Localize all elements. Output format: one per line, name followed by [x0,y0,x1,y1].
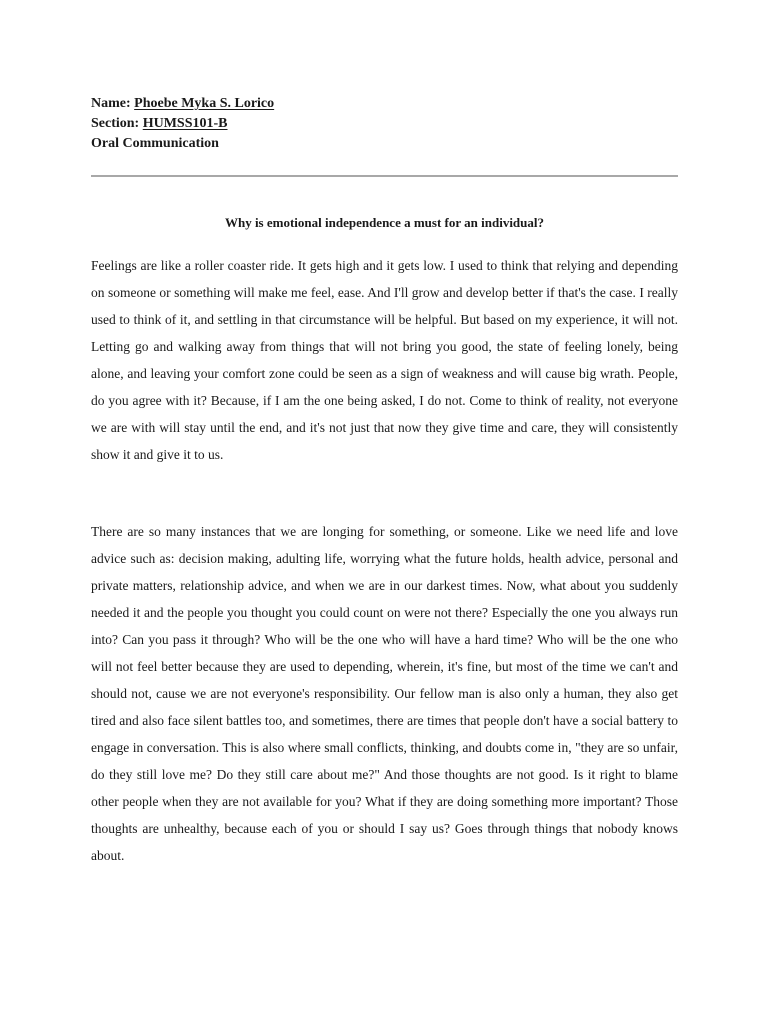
name-row [91,94,274,114]
essay-title: Why is emotional independence a must for an individual? [224,215,545,230]
section-row [91,114,274,134]
student-name: Phoebe Myka S. Lorico [134,96,275,111]
subject-row [91,134,274,154]
essay-paragraph-1: Feelings are like a roller coaster ride. It gets high and it gets low. I used to think that relying and depending on someone or something will make me feel, ease. And I'll grow and develop better if that's the case. I really used to think of it, and settling in that circumstance will be helpful. But based on my experience, it will not. Letting go and walking away from things that will not bring you good, the state of feeling lonely, being alone, and leaving your comfort zone could be seen as a sign of weakness and will cause big wrath. People, do you agree with it? Because, if I am the one being asked, I do not. Come to think of reality, not everyone we are with will stay until the end, and it's not just that now they give time and care, they will consistently show it and give it to us. [91,258,678,462]
student-info-header [91,94,274,154]
subject-name: Oral Communication [91,136,219,151]
name-label: Name: [91,96,135,111]
section-value: HUMSS101-B [142,116,228,131]
section-label: Section: [91,116,143,131]
essay-paragraph-2: There are so many instances that we are longing for something, or someone. Like we need life and love advice such as: decision making, adulting life, worrying what the future holds, health advice, personal and private matters, relationship advice, and when we are in our darkest times. Now, what about you suddenly needed it and the people you thought you could count on were not there? Especially the one you always run into? Can you pass it through? Who will be the one who will have a hard time? Who will be the one who will not feel better because they are used to depending, wherein, it's fine, but most of the time we can't and should not, cause we are not everyone's responsibility. Our fellow man is also only a human, they also get tired and also face silent battles too, and sometimes, there are times that people don't have a social battery to engage in conversation. This is also where small conflicts, thinking, and doubts come in, "they are so unfair, do they still love me? Do they still care about me?" And those thoughts are not good. Is it right to blame other people when they are not available for you? What if they are doing something more important? Those thoughts are unhealthy, because each of you or should I say us? Goes through things that nobody knows about. [91,524,678,863]
horizontal-divider [91,175,678,177]
